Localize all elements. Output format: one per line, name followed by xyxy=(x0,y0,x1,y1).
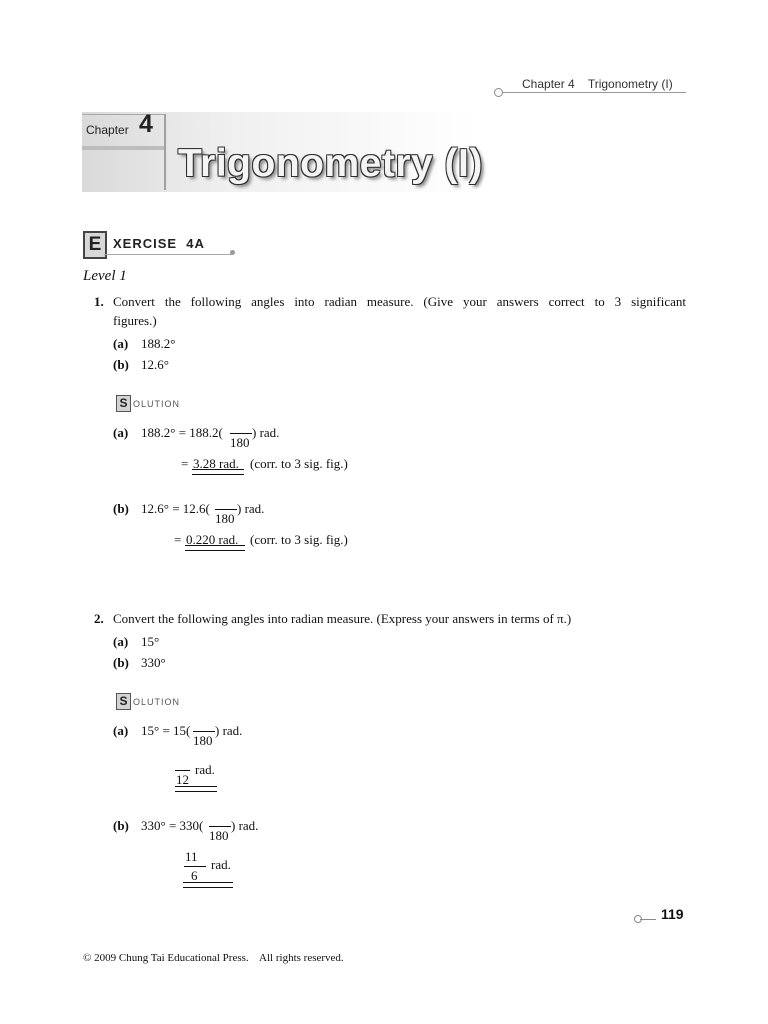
q1-text-line2: figures.) xyxy=(113,313,157,328)
q1-sol-b-lhs: 12.6° = 12.6( xyxy=(141,501,210,516)
q2-sol-b-answer-unit: rad. xyxy=(211,857,231,872)
q1-sol-a-label: (a) xyxy=(113,425,129,440)
q2-sol-a-rhs: ) rad. xyxy=(215,723,243,738)
fraction-bar xyxy=(184,866,206,867)
q2-sol-a-lhs: 15° = 15( xyxy=(141,723,191,738)
exercise-rule xyxy=(104,254,232,255)
answer-double-underline xyxy=(185,545,245,551)
q2-sol-a-label: (a) xyxy=(113,723,129,738)
header-ornament-icon xyxy=(494,88,503,97)
q2-part-a-value: 15° xyxy=(141,634,160,649)
copyright-footer: © 2009 Chung Tai Educational Press. All rights reserved. xyxy=(83,952,344,964)
q1-sol-a-answer: 3.28 rad. xyxy=(193,456,239,471)
page-number-rule xyxy=(640,919,656,920)
page-number: 119 xyxy=(661,906,684,922)
chapter-number: 4 xyxy=(139,110,153,138)
solution-label: OLUTION xyxy=(133,399,181,409)
q1-sol-b-label: (b) xyxy=(113,501,129,516)
answer-double-underline xyxy=(175,786,217,792)
q1-sol-b-denominator: 180 xyxy=(215,511,235,526)
q1-sol-b-answer: 0.220 rad. xyxy=(186,532,239,547)
q1-number: 1. xyxy=(94,294,104,309)
exercise-ornament-icon xyxy=(230,250,235,255)
q2-part-a-label: (a) xyxy=(113,634,129,649)
q1-sol-a-rhs: ) rad. xyxy=(252,425,280,440)
q1-part-b-value: 12.6° xyxy=(141,357,169,372)
answer-double-underline xyxy=(183,882,233,888)
banner-bar xyxy=(82,146,164,150)
q2-sol-b-denominator: 180 xyxy=(209,828,229,843)
q1-part-a-label: (a) xyxy=(113,336,129,351)
q2-sol-a-answer-unit: rad. xyxy=(195,762,215,777)
solution-initial-box: S xyxy=(116,693,131,710)
q2-sol-b-label: (b) xyxy=(113,818,129,833)
q1-sol-b-note: (corr. to 3 sig. fig.) xyxy=(250,532,348,547)
q2-text: Convert the following angles into radian measure. (Express your answers in terms of π.) xyxy=(113,611,572,626)
answer-double-underline xyxy=(192,469,244,475)
q2-part-b-value: 330° xyxy=(141,655,166,670)
q2-sol-b-answer-denominator: 6 xyxy=(191,868,198,883)
running-header: Chapter 4 Trigonometry (I) xyxy=(522,77,673,91)
q2-sol-b-lhs: 330° = 330( xyxy=(141,818,204,833)
q1-part-b-label: (b) xyxy=(113,357,129,372)
q1-sol-a-equals: = xyxy=(181,456,189,471)
banner-divider xyxy=(164,114,166,190)
q1-part-a-value: 188.2° xyxy=(141,336,176,351)
fraction-bar xyxy=(193,731,215,732)
q1-sol-a-lhs: 188.2° = 188.2( xyxy=(141,425,223,440)
running-header-rule xyxy=(500,92,686,93)
exercise-title: XERCISE 4A xyxy=(113,236,205,251)
exercise-initial-box: E xyxy=(83,231,107,259)
fraction-bar xyxy=(215,509,237,510)
solution-label: OLUTION xyxy=(133,697,181,707)
chapter-title: Trigonometry (I) xyxy=(178,142,483,185)
q2-sol-b-rhs: ) rad. xyxy=(231,818,259,833)
chapter-label: Chapter xyxy=(86,123,129,137)
q2-sol-b-answer-numerator: 11 xyxy=(185,849,198,864)
q2-part-b-label: (b) xyxy=(113,655,129,670)
fraction-bar xyxy=(175,770,190,771)
level-heading: Level 1 xyxy=(83,268,127,284)
fraction-bar xyxy=(209,826,231,827)
q1-sol-b-rhs: ) rad. xyxy=(237,501,265,516)
fraction-bar xyxy=(230,433,252,434)
q1-sol-b-equals: = xyxy=(174,532,182,547)
q2-sol-a-answer-denominator: 12 xyxy=(176,772,189,787)
q2-number: 2. xyxy=(94,611,104,626)
q1-sol-a-note: (corr. to 3 sig. fig.) xyxy=(250,456,348,471)
q2-sol-a-denominator: 180 xyxy=(193,733,213,748)
q1-text-line1: Convert the following angles into radian measure. (Give your answers correct to 3 significant xyxy=(113,294,686,309)
q1-sol-a-denominator: 180 xyxy=(230,435,250,450)
solution-initial-box: S xyxy=(116,395,131,412)
